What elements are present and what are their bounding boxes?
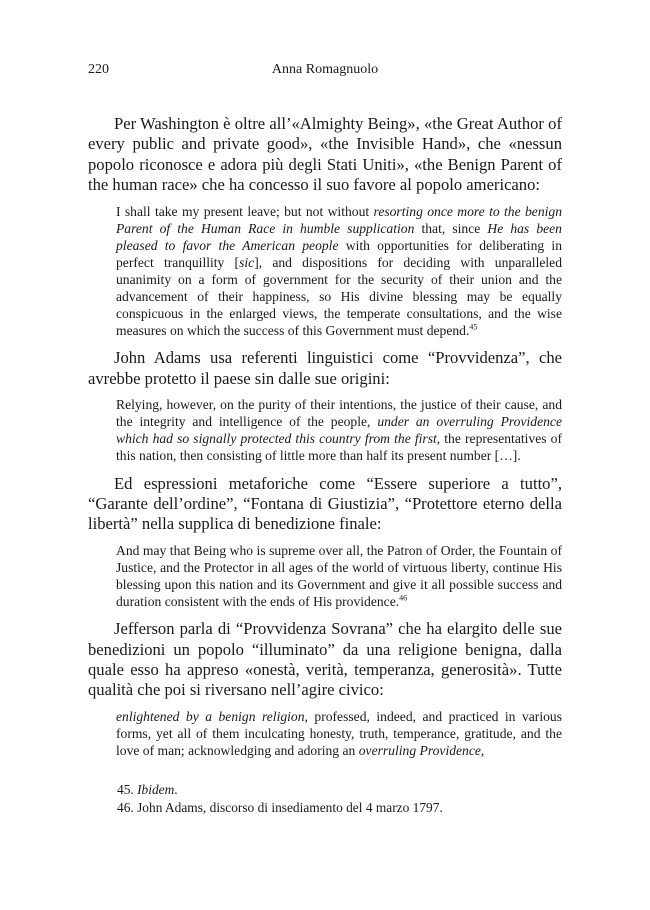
paragraph-adams: John Adams usa referenti linguistici come “Provvidenza”, che avrebbe protetto il paese sin dalle sue origini:	[88, 348, 562, 388]
quote-italic: sic	[239, 254, 255, 270]
blockquote-jefferson	[116, 708, 562, 759]
blockquote-adams-blessing	[116, 542, 562, 610]
quote-text: ], and dispositions for deciding with unparalleled unanimity on a form of government for the security of their union and the advancement of their happiness, so His divine blessing may be equally conspicuous in the enlarged views, the temperate consultations, and the wise measures on which the success of this Government must depend.	[116, 254, 562, 339]
quote-text: ,	[480, 742, 485, 758]
blockquote-adams-providence	[116, 396, 562, 464]
quote-text: And may that Being who is supreme over all, the Patron of Order, the Fountain of Justice, and the Protector in all ages of the world of virtuous liberty, continue His blessing upon this nation and its Government and give it all possible success and duration consistent with the ends of His providence.	[116, 542, 562, 610]
footnote-number: 45.	[117, 782, 138, 797]
footnote-italic: Ibidem	[137, 782, 175, 797]
quote-italic: resorting once more to the benign Parent of the Human Race in humble supplication	[116, 203, 562, 236]
footnote-text: .	[174, 782, 178, 797]
quote-text: , professed, indeed, and practiced in various forms, yet all of them inculcating honesty, truth, temperance, gratitude, and the love of man; acknowledging and adoring an	[116, 708, 562, 758]
page-body	[88, 114, 562, 759]
footnotes	[117, 781, 557, 817]
quote-italic: under an overruling Providence which had so signally protected this country from the first	[116, 414, 562, 447]
footnote-ref-45: 45	[469, 322, 478, 332]
paragraph-jefferson: Jefferson parla di “Provvidenza Sovrana” che ha elargito delle sue benedizioni un popolo “illuminato” da una religione benigna, dalla quale esso ha appreso «onestà, verità, temperanza, generosità». Tutte qualità che poi si riversano nell’agire civico:	[88, 619, 562, 700]
blockquote-washington	[116, 203, 562, 340]
footnote-45	[117, 781, 557, 799]
quote-text: that, since	[414, 220, 488, 236]
paragraph-metaphors: Ed espressioni metaforiche come “Essere superiore a tutto”, “Garante dell’ordine”, “Fontana di Giustizia”, “Protettore eterno della libertà” nella supplica di benedizione finale:	[88, 473, 562, 534]
footnote-46: 46. John Adams, discorso di insediamento del 4 marzo 1797.	[117, 800, 443, 815]
running-head-author: Anna Romagnuolo	[271, 62, 379, 77]
quote-text: I shall take my present leave; but not without	[116, 203, 374, 219]
quote-italic: He has been pleased to favor the American people	[116, 220, 562, 253]
quote-text: Relying, however, on the purity of their intentions, the justice of their cause, and the integrity and intelligence of the people,	[116, 397, 562, 430]
quote-text: with opportunities for deliberating in perfect tranquillity [	[116, 237, 563, 270]
quote-text: , the representatives of this nation, then consisting of little more than half its present number […].	[116, 431, 562, 464]
page-header	[88, 62, 562, 80]
page-number: 220	[88, 62, 109, 77]
quote-italic: enlightened by a benign religion	[116, 708, 305, 724]
paragraph-washington: Per Washington è oltre all’«Almighty Being», «the Great Author of every public and private good», «the Invisible Hand», che «nessun popolo riconosce e adora più degli Stati Uniti», «the Benign Parent of the human race» che ha concesso il suo favore al popolo americano:	[88, 114, 562, 195]
quote-italic: overruling Providence	[358, 742, 481, 758]
footnote-ref-46: 46	[399, 593, 408, 603]
